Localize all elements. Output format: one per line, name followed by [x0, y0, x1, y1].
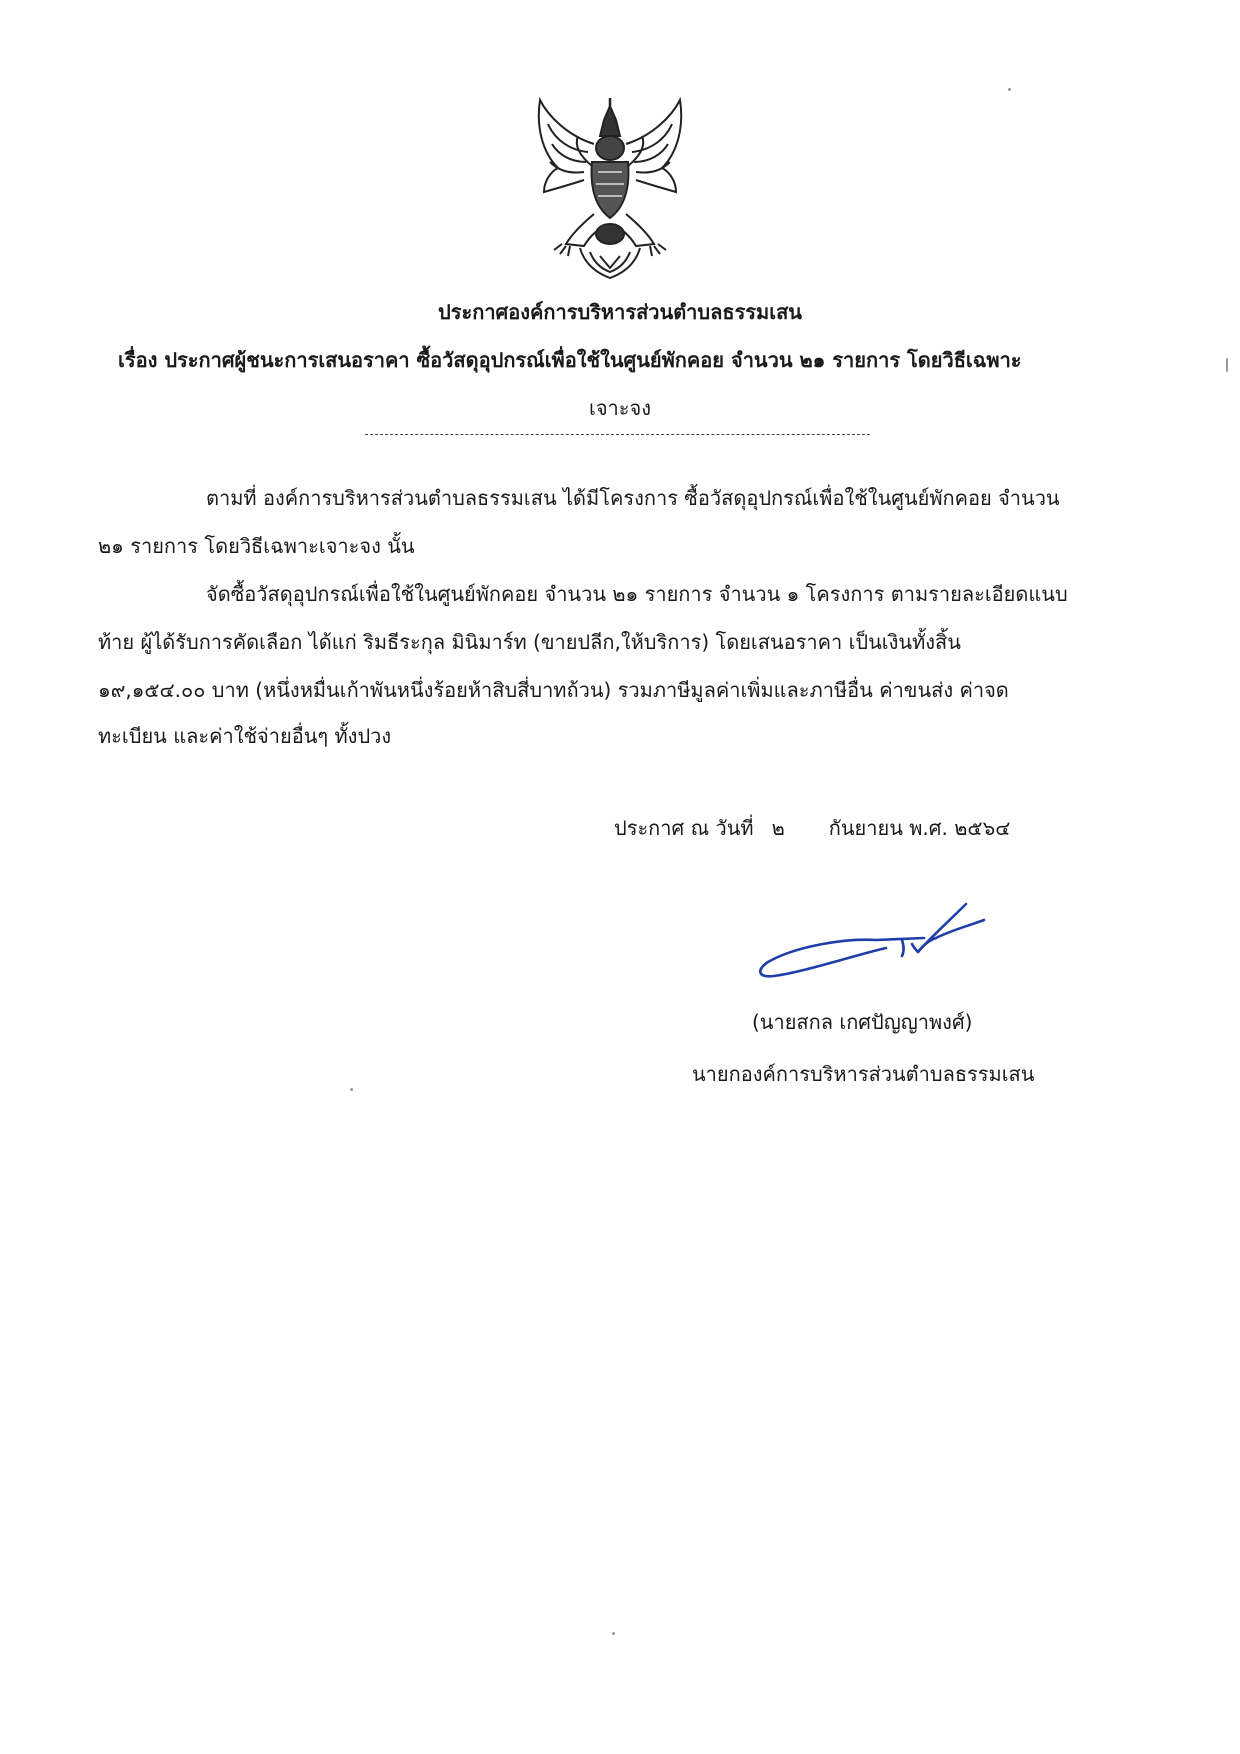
signature-image: [756, 896, 988, 986]
paragraph-1-line-2: ๒๑ รายการ โดยวิธีเฉพาะเจาะจง นั้น: [98, 534, 415, 558]
announcement-prefix: ประกาศ ณ วันที่: [614, 816, 754, 840]
signer-name: (นายสกล เกศปัญญาพงศ์): [752, 1010, 973, 1034]
announcement-month-year: กันยายน พ.ศ. ๒๕๖๔: [828, 816, 1011, 840]
announcement-date: [614, 814, 1010, 842]
title-divider: [365, 434, 870, 435]
paragraph-2-line-1: จัดซื้อวัสดุอุปกรณ์เพื่อใช้ในศูนย์พักคอย จำนวน ๒๑ รายการ จำนวน ๑ โครงการ ตามรายละเอียดแนบ: [206, 582, 1068, 606]
scan-speck: [350, 1088, 353, 1091]
scan-speck: [612, 1632, 615, 1635]
document-organization-title: ประกาศองค์การบริหารส่วนตำบลธรรมเสน: [438, 300, 802, 324]
paragraph-2-line-4: ทะเบียน และค่าใช้จ่ายอื่นๆ ทั้งปวง: [98, 724, 392, 748]
announcement-day: ๒: [771, 816, 785, 840]
garuda-emblem-icon: [528, 96, 692, 282]
document-subject-line-2: เจาะจง: [588, 396, 651, 420]
scan-speck: [1008, 88, 1011, 91]
scan-speck: [1226, 358, 1228, 372]
paragraph-2-line-3: ๑๙,๑๕๔.๐๐ บาท (หนึ่งหมื่นเก้าพันหนึ่งร้อยห้าสิบสี่บาทถ้วน) รวมภาษีมูลค่าเพิ่มและภาษีอื่น ค่าขนส่ง ค่าจด: [98, 678, 1009, 702]
paragraph-2-line-2: ท้าย ผู้ได้รับการคัดเลือก ได้แก่ ริมธีระกุล มินิมาร์ท (ขายปลีก,ให้บริการ) โดยเสนอราคา เป็นเงินทั้งสิ้น: [98, 630, 961, 654]
signer-title: นายกองค์การบริหารส่วนตำบลธรรมเสน: [692, 1062, 1035, 1086]
paragraph-1-line-1: ตามที่ องค์การบริหารส่วนตำบลธรรมเสน ได้มีโครงการ ซื้อวัสดุอุปกรณ์เพื่อใช้ในศูนย์พักคอย จำนวน: [206, 486, 1060, 510]
document-subject-line-1: เรื่อง ประกาศผู้ชนะการเสนอราคา ซื้อวัสดุอุปกรณ์เพื่อใช้ในศูนย์พักคอย จำนวน ๒๑ รายการ โดยวิธีเฉพาะ: [118, 348, 1022, 372]
